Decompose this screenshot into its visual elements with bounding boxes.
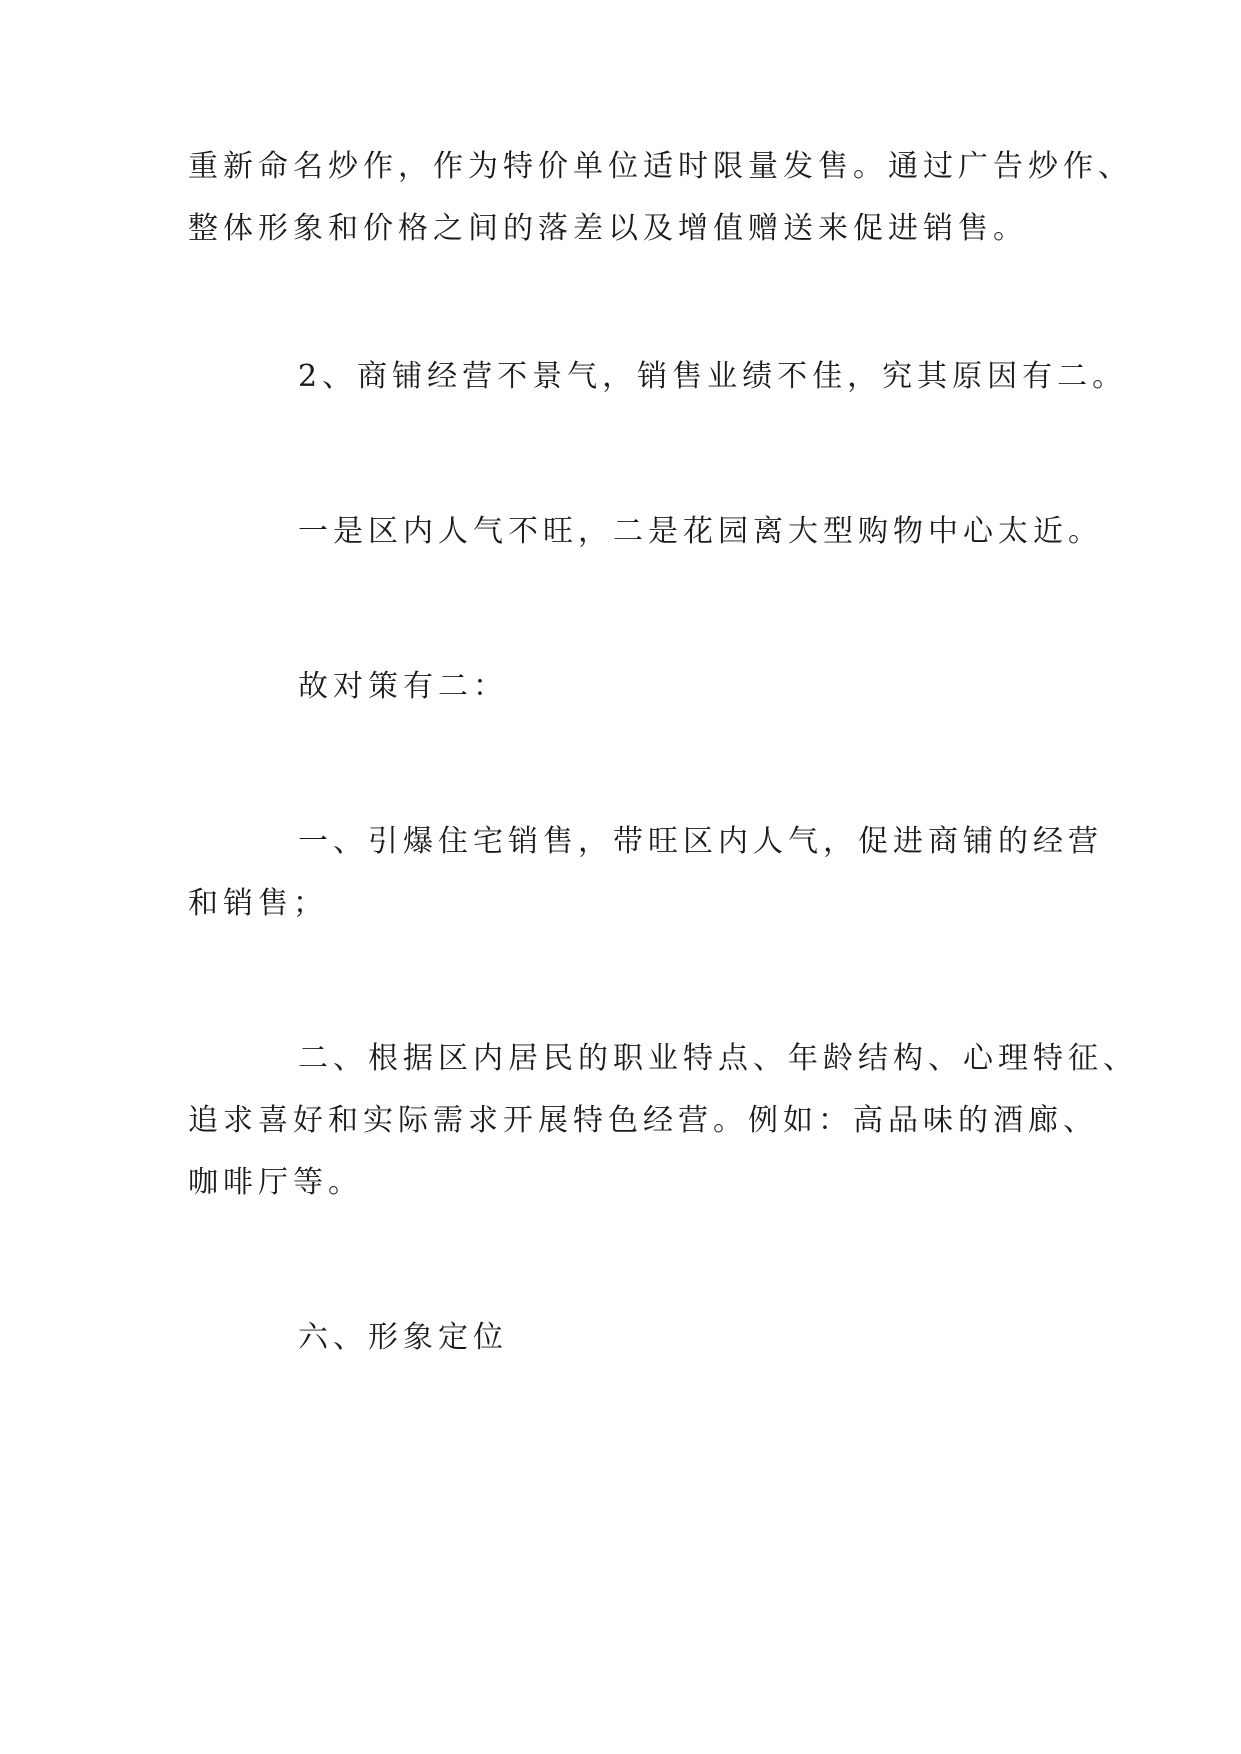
text-line: 重新命名炒作，作为特价单位适时限量发售。通过广告炒作、 [188, 149, 1133, 184]
text-line: 2、商铺经营不景气，销售业绩不佳，究其原因有二。 [298, 359, 1128, 394]
text-line: 六、形象定位 [298, 1320, 508, 1355]
paragraph-pricing-continuation [188, 136, 1133, 260]
paragraph-countermeasure-one [188, 811, 1103, 935]
text-line: 咖啡厅等。 [188, 1165, 363, 1200]
text-line: 和销售； [188, 886, 328, 921]
text-line: 追求喜好和实际需求开展特色经营。例如：高品味的酒廊、 [188, 1103, 1098, 1138]
paragraph-reasons [188, 501, 1103, 563]
text-line: 故对策有二： [298, 669, 508, 704]
section-heading-image-positioning [188, 1307, 1068, 1369]
text-line: 二、根据区内居民的职业特点、年龄结构、心理特征、 [298, 1041, 1138, 1076]
paragraph-shop-sales-issue [188, 346, 1128, 408]
text-line: 整体形象和价格之间的落差以及增值赠送来促进销售。 [188, 211, 1028, 246]
text-line: 一、引爆住宅销售，带旺区内人气，促进商铺的经营 [298, 824, 1103, 859]
text-line: 一是区内人气不旺，二是花园离大型购物中心太近。 [298, 514, 1103, 549]
paragraph-countermeasures-intro [188, 656, 1068, 718]
paragraph-countermeasure-two [188, 1028, 1138, 1214]
